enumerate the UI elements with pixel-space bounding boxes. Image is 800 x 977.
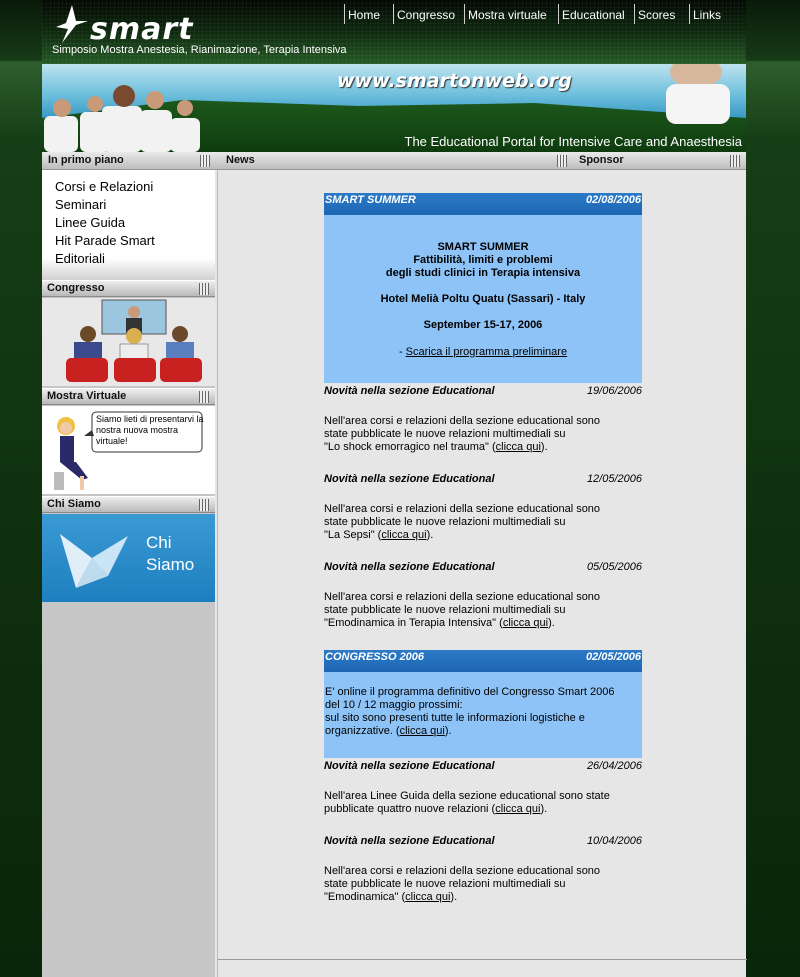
congresso-2006-header [324,650,642,672]
smart-summer-title: SMART SUMMER [325,194,416,206]
news-title: Novità nella sezione Educational [324,473,495,485]
page [42,0,746,977]
nav-home[interactable]: Home [344,4,380,24]
left-column [42,170,215,977]
menu-corsi-relazioni[interactable]: Corsi e Relazioni [55,179,154,194]
news-date: 12/05/2006 [586,473,642,485]
congr-line-link [325,725,642,738]
banner-url: www.smartonweb.org [337,70,572,92]
news-body [324,865,642,904]
logo-text[interactable]: smart [90,12,194,47]
mostra-header [42,388,215,405]
chi-siamo-banner[interactable] [42,514,215,602]
primo-piano-menu [42,170,215,280]
news-body [324,415,642,454]
news-line-link [324,617,642,630]
news-line-end: ). [540,441,548,453]
banner [42,64,746,152]
news-line: state pubblicate le nuove relazioni multimediali su [324,604,566,616]
nav-scores[interactable]: Scores [634,4,675,24]
news-line-end: ). [540,803,548,815]
news-header [324,561,642,577]
mostra-title: Mostra Virtuale [47,390,127,402]
news-line: Nell'area corsi e relazioni della sezione educational sono [324,503,601,515]
clicca-qui-link[interactable]: clicca qui [381,529,427,541]
top-nav [42,0,746,30]
summer-link-row [324,346,642,359]
summer-link-prefix: - [398,346,406,358]
smart-summer-box [324,193,642,383]
news-item [324,835,642,904]
congresso-2006-date: 02/05/2006 [585,651,641,663]
smart-summer-header [324,193,642,215]
news-line: pubblicate quattro nuove relazioni ( [324,803,496,815]
doctor-photo [656,64,736,124]
smart-summer-date: 02/08/2006 [585,194,641,206]
grip-icon [199,499,209,511]
news-header [324,473,642,489]
summer-line2: Fattibilità, limiti e problemi [413,254,553,266]
news-line-link [324,529,642,542]
banner-tagline: The Educational Portal for Intensive Care and Anaesthesia [404,134,742,149]
bar-in-primo-piano: In primo piano [48,154,124,166]
chi-siamo-line2: Siamo [146,555,195,574]
congresso-2006-title: CONGRESSO 2006 [325,651,425,663]
menu-hit-parade[interactable]: Hit Parade Smart [55,233,155,248]
news-title: Novità nella sezione Educational [324,835,495,847]
news-date: 19/06/2006 [586,385,642,397]
nav-congresso[interactable]: Congresso [393,4,455,24]
congresso-2006-body [324,672,642,758]
news-line: "Lo shock emorragico nel trauma" ( [324,441,496,453]
news-line-link [324,891,642,904]
grip-icon [200,155,210,167]
grip-icon [199,391,209,403]
nav-links[interactable]: Links [689,4,721,24]
news-item [324,760,642,816]
news-body [324,591,642,630]
news-line-link [324,441,642,454]
smart-summer-body [324,215,642,383]
congresso-2006-box [324,650,642,758]
news-date: 26/04/2006 [586,760,642,772]
mostra-bubble-text: Siamo lieti di presentarvi la nostra nuova mostra virtuale! [96,414,204,446]
scarica-programma-link[interactable]: Scarica il programma preliminare [405,346,568,358]
news-line-end: ). [426,529,434,541]
chi-siamo-title: Chi Siamo [47,498,101,510]
news-header [324,835,642,851]
grip-icon [730,155,740,167]
news-line: Nell'area corsi e relazioni della sezione educational sono [324,415,601,427]
news-line-end: ). [548,617,555,629]
news-date: 05/05/2006 [586,561,642,573]
clicca-qui-link[interactable]: clicca qui [405,891,451,903]
news-date: 10/04/2006 [586,835,642,847]
origami-bird-icon [42,514,142,602]
news-line: state pubblicate le nuove relazioni multimediali su [324,516,566,528]
news-title: Novità nella sezione Educational [324,561,495,573]
menu-editoriali[interactable]: Editoriali [55,251,105,266]
news-line-end: ). [450,891,458,903]
chi-siamo-line1: Chi [146,533,172,552]
divider [218,959,747,960]
grip-icon [557,155,567,167]
menu-linee-guida[interactable]: Linee Guida [55,215,126,230]
news-title: Novità nella sezione Educational [324,760,495,772]
chi-siamo-text [146,532,194,576]
summer-line5: September 15-17, 2006 [423,319,543,331]
news-item [324,385,642,454]
summer-line4: Hotel Melià Poltu Quatu (Sassari) - Italy [380,293,586,305]
clicca-qui-link[interactable]: clicca qui [495,441,541,453]
congr-line: sul sito sono presenti tutte le informazioni logistiche e [325,712,585,724]
congresso-header [42,280,215,297]
congresso-banner[interactable] [42,298,215,386]
clicca-qui-link[interactable]: clicca qui [495,803,541,815]
news-item [324,561,642,630]
doctors-image [42,78,202,152]
news-line-link [324,803,642,816]
mostra-banner[interactable] [42,406,215,494]
news-line: Nell'area corsi e relazioni della sezione educational sono [324,591,601,603]
header [42,0,746,64]
news-line: Nell'area corsi e relazioni della sezione educational sono [324,865,601,877]
news-header [324,385,642,401]
logo-subtitle: Simposio Mostra Anestesia, Rianimazione, Terapia Intensiva [52,44,347,56]
news-column [217,170,746,977]
bar-news: News [226,154,255,166]
news-title: Novità nella sezione Educational [324,385,495,397]
congresso-title: Congresso [47,282,105,294]
grip-icon [199,283,209,295]
news-line: "La Sepsi" ( [324,529,382,541]
news-body [324,503,642,542]
news-line: state pubblicate le nuove relazioni multimediali su [324,428,566,440]
news-list [324,193,642,904]
nav-mostra-virtuale[interactable]: Mostra virtuale [464,4,547,24]
congr-line: E' online il programma definitivo del Congresso Smart 2006 [325,686,615,698]
section-bar [42,152,746,170]
chi-siamo-header [42,496,215,513]
news-line: Nell'area Linee Guida della sezione educational sono state [324,790,610,802]
news-item [324,473,642,542]
news-line: state pubblicate le nuove relazioni multimediali su [324,878,566,890]
congresso-image [42,298,215,386]
news-header [324,760,642,776]
news-body [324,790,642,816]
congr-line-end: ). [444,725,452,737]
summer-line3: degli studi clinici in Terapia intensiva [385,267,581,279]
clicca-qui-link[interactable]: clicca qui [502,617,549,629]
bar-sponsor: Sponsor [579,154,624,166]
summer-line1: SMART SUMMER [437,241,529,253]
nav-educational[interactable]: Educational [558,4,625,24]
clicca-qui-link[interactable]: clicca qui [399,725,445,737]
congr-line: organizzative. ( [325,725,400,737]
menu-seminari[interactable]: Seminari [55,197,107,212]
news-line: "Emodinamica" ( [324,891,406,903]
news-line: "Emodinamica in Terapia Intensiva" ( [324,617,503,629]
congr-line: del 10 / 12 maggio prossimi: [325,699,463,711]
